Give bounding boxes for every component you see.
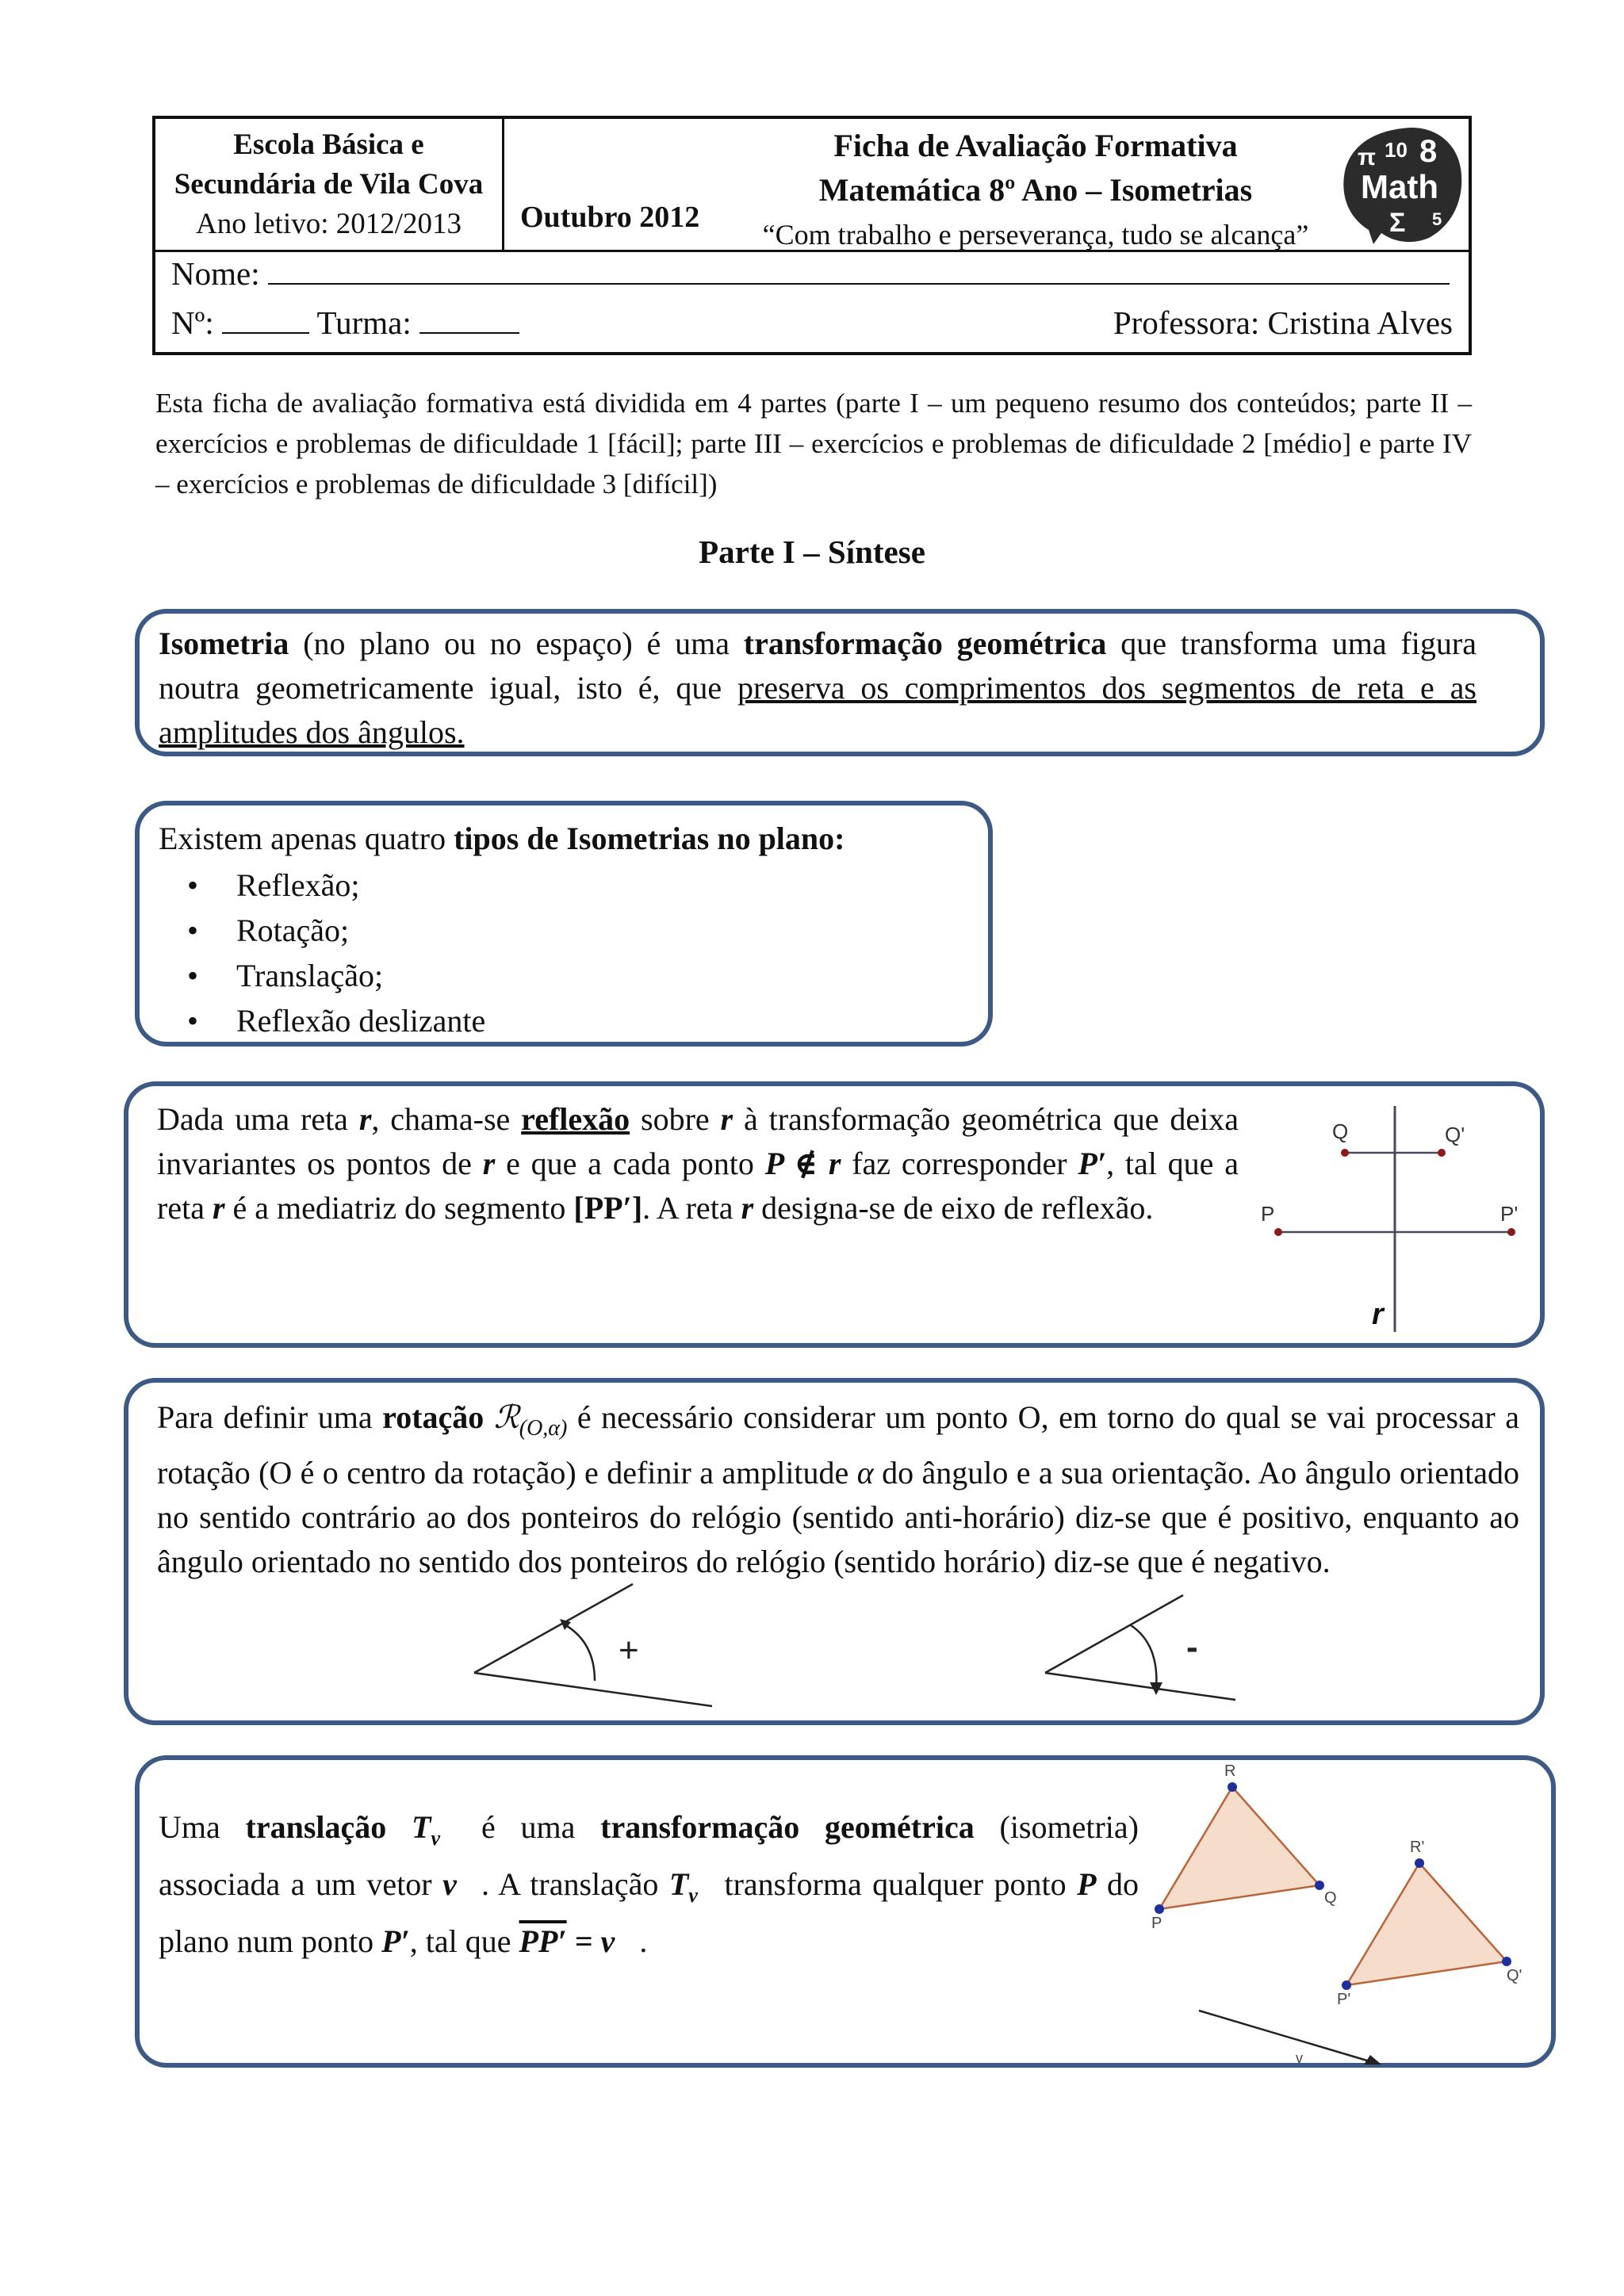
intro-paragraph: Esta ficha de avaliação formativa está dividida em 4 partes (parte I – um pequeno resumo dos conteúdos; parte II – exercícios e problemas de dificuldade 1 [fácil]; parte III – exercícios e problemas de dificuldade 2 [médio] e parte IV – exercícios e problemas de dificuldade 3 [difícil]) <box>155 388 1472 499</box>
isometry-term: Isometria <box>159 626 289 661</box>
translation-point-p-prime: P′ <box>381 1923 410 1959</box>
label-q-prime: Q' <box>1445 1123 1465 1146</box>
reflection-segment: [PP′] <box>573 1190 643 1226</box>
translation-vector-pp: PP′ <box>519 1923 567 1959</box>
rotation-symbol-sub: (O,α) <box>519 1416 568 1441</box>
translation-text: é uma <box>456 1809 601 1845</box>
isometry-definition <box>159 622 1477 755</box>
number-blank[interactable] <box>222 304 309 334</box>
rotation-definition <box>157 1395 1519 1584</box>
label-q: Q <box>1324 1889 1337 1907</box>
number-class-field <box>171 304 519 342</box>
logo-text: Math <box>1361 168 1438 205</box>
translation-equals: = <box>566 1923 601 1959</box>
point-p-prime <box>1342 1980 1351 1990</box>
motto: “Com trabalho e perseverança, tudo se alcança” <box>762 219 1309 251</box>
name-field <box>171 254 1450 293</box>
point-q <box>1341 1149 1349 1157</box>
translation-vector-v: v⃗ <box>442 1866 481 1902</box>
title-cell <box>726 124 1345 257</box>
reflection-text: à transformação geométrica que deixa invariantes os pontos de <box>157 1101 1239 1181</box>
header-table <box>152 116 1472 355</box>
label-r-prime: R' <box>1410 1839 1425 1856</box>
translation-text: . <box>639 1923 648 1959</box>
triangle-image <box>1346 1863 1507 1985</box>
date: Outubro 2012 <box>520 201 700 234</box>
svg-text:Σ: Σ <box>1389 208 1406 238</box>
reflection-p-not-in-r: P ∉ r <box>764 1146 841 1181</box>
bullet-icon: • <box>187 1003 199 1039</box>
rotation-term: rotação <box>382 1399 485 1435</box>
rotation-box <box>124 1378 1545 1725</box>
math-logo-icon <box>1337 122 1467 246</box>
class-blank[interactable] <box>419 304 519 334</box>
reflection-text: e que a cada ponto <box>495 1146 765 1181</box>
translation-definition <box>159 1804 1139 1965</box>
negative-sign: - <box>1186 1628 1198 1667</box>
translation-text: Uma <box>159 1809 246 1845</box>
point-p-prime <box>1507 1228 1515 1236</box>
name-label: Nome: <box>171 255 260 292</box>
translation-v-sub: v⃗ <box>688 1884 714 1907</box>
bullet-icon: • <box>187 913 199 948</box>
triangle-original <box>1159 1787 1320 1909</box>
isometry-term-2: transformação geométrica <box>743 626 1107 661</box>
point-r-prime <box>1415 1858 1424 1868</box>
reflection-figure <box>1254 1094 1532 1340</box>
translation-text: , tal que <box>409 1923 519 1959</box>
doc-subtitle: Matemática 8º Ano – Isometrias <box>818 172 1253 208</box>
isometry-underlined: preserva os comprimentos dos segmentos de reta e as amplitudes dos ângulos. <box>159 670 1477 750</box>
reflection-text: sobre <box>630 1101 721 1137</box>
label-p: P <box>1261 1202 1275 1226</box>
translation-box <box>135 1755 1556 2068</box>
translation-text: (isometria) associada a um vetor <box>159 1809 1139 1902</box>
types-lead-text: Existem apenas quatro <box>159 821 454 856</box>
list-item-label: Translação; <box>236 958 384 993</box>
school-cell <box>155 119 504 250</box>
reflection-text: é a mediatriz do segmento <box>224 1190 574 1226</box>
reflection-term: reflexão <box>521 1101 630 1137</box>
label-r: R <box>1224 1762 1236 1780</box>
isometry-text-2: que transforma uma figura noutra geometricamente igual, isto é, que <box>159 626 1477 706</box>
rotation-symbol: ℛ <box>493 1399 519 1435</box>
translation-t-symbol: T <box>668 1866 689 1902</box>
reflection-var-r: r <box>720 1101 733 1137</box>
label-v: v <box>1296 2050 1303 2066</box>
translation-point-p: P <box>1077 1866 1097 1902</box>
positive-sign: + <box>619 1631 639 1670</box>
reflection-p-prime: P′ <box>1078 1146 1107 1181</box>
label-q-prime: Q' <box>1507 1967 1522 1984</box>
translation-text: do plano num ponto <box>159 1866 1139 1959</box>
doc-title: Ficha de Avaliação Formativa <box>833 128 1238 163</box>
translation-v-sub: v⃗ <box>431 1827 457 1850</box>
teacher-name: Professora: Cristina Alves <box>1113 304 1453 341</box>
list-item <box>187 953 485 998</box>
svg-text:10: 10 <box>1385 138 1408 162</box>
negative-angle-figure <box>1032 1579 1286 1714</box>
translation-figure <box>1123 1744 1551 2066</box>
reflection-var-r: r <box>482 1146 496 1181</box>
header-student-row <box>155 250 1469 358</box>
header-top-row <box>155 119 1469 252</box>
reflection-var-r: r <box>212 1190 225 1226</box>
label-q: Q <box>1332 1119 1349 1143</box>
point-r <box>1228 1782 1237 1792</box>
types-list <box>132 863 485 1043</box>
types-lead <box>159 817 845 861</box>
part-title: Parte I – Síntese <box>699 534 925 570</box>
reflection-text: faz corresponder <box>841 1146 1078 1181</box>
list-item-label: Reflexão deslizante <box>236 1003 486 1039</box>
svg-text:π: π <box>1358 144 1376 170</box>
point-q-prime <box>1502 1957 1511 1966</box>
svg-text:8: 8 <box>1419 134 1438 169</box>
list-item <box>187 908 485 953</box>
translation-vector-v: v⃗ <box>600 1923 640 1959</box>
school-name-line2: Secundária de Vila Cova <box>174 168 484 201</box>
vector-v-line <box>1199 2011 1375 2063</box>
rotation-text: é necessário considerar um ponto O, em torno do qual se vai processar a rotação (O é o centro da rotação) e definir a amplitude <box>157 1399 1520 1490</box>
point-q-prime <box>1438 1149 1446 1157</box>
positive-angle-figure <box>462 1579 715 1714</box>
name-blank[interactable] <box>268 254 1450 285</box>
label-p-prime: P' <box>1337 1991 1351 2008</box>
school-name-line1: Escola Básica e <box>233 128 424 161</box>
class-label: Turma: <box>316 304 412 341</box>
translation-term: translação <box>245 1809 387 1845</box>
translation-term-2: transformação geométrica <box>600 1809 975 1845</box>
types-lead-bold: tipos de Isometrias no plano: <box>454 821 845 856</box>
reflection-text: Dada uma reta <box>157 1101 359 1137</box>
label-p-prime: P' <box>1500 1202 1519 1226</box>
translation-text: transforma qualquer ponto <box>714 1866 1078 1902</box>
isometry-definition-box <box>135 609 1545 756</box>
point-q <box>1315 1881 1324 1890</box>
isometry-types-box <box>135 801 993 1047</box>
reflection-text: , tal que a reta <box>157 1146 1239 1226</box>
bullet-icon: • <box>187 867 199 903</box>
list-item-label: Rotação; <box>236 913 350 948</box>
number-label: Nº: <box>171 304 214 341</box>
bullet-icon: • <box>187 958 199 993</box>
translation-t-symbol: T <box>412 1809 431 1845</box>
label-axis-r: r <box>1372 1298 1384 1331</box>
list-item <box>187 998 485 1043</box>
reflection-var-r: r <box>358 1101 372 1137</box>
point-p <box>1274 1228 1282 1236</box>
school-year: Ano letivo: 2012/2013 <box>195 208 462 240</box>
rotation-alpha: α <box>856 1455 874 1490</box>
reflection-box <box>124 1081 1545 1348</box>
list-item <box>187 863 485 908</box>
reflection-text: designa-se de eixo de reflexão. <box>753 1190 1154 1226</box>
label-p: P <box>1151 1915 1162 1932</box>
reflection-text: , chama-se <box>371 1101 522 1137</box>
point-p <box>1155 1904 1164 1914</box>
reflection-text: . A reta <box>642 1190 741 1226</box>
isometry-text-1: (no plano ou no espaço) é uma <box>289 626 744 661</box>
reflection-definition <box>157 1097 1239 1230</box>
rotation-text: Para definir uma <box>157 1399 383 1435</box>
rotation-text: do ângulo e a sua orientação. Ao ângulo orientado no sentido contrário ao dos ponteiros do relógio (sentido anti-horário) diz-se que é positivo, enquanto ao ângulo orientado no sentido dos ponteiros do relógio (sentido horário) diz-se que é negativo. <box>157 1455 1519 1579</box>
svg-text:5: 5 <box>1432 209 1442 229</box>
translation-text: . A translação <box>481 1866 669 1902</box>
reflection-var-r: r <box>741 1190 754 1226</box>
list-item-label: Reflexão; <box>236 867 360 903</box>
